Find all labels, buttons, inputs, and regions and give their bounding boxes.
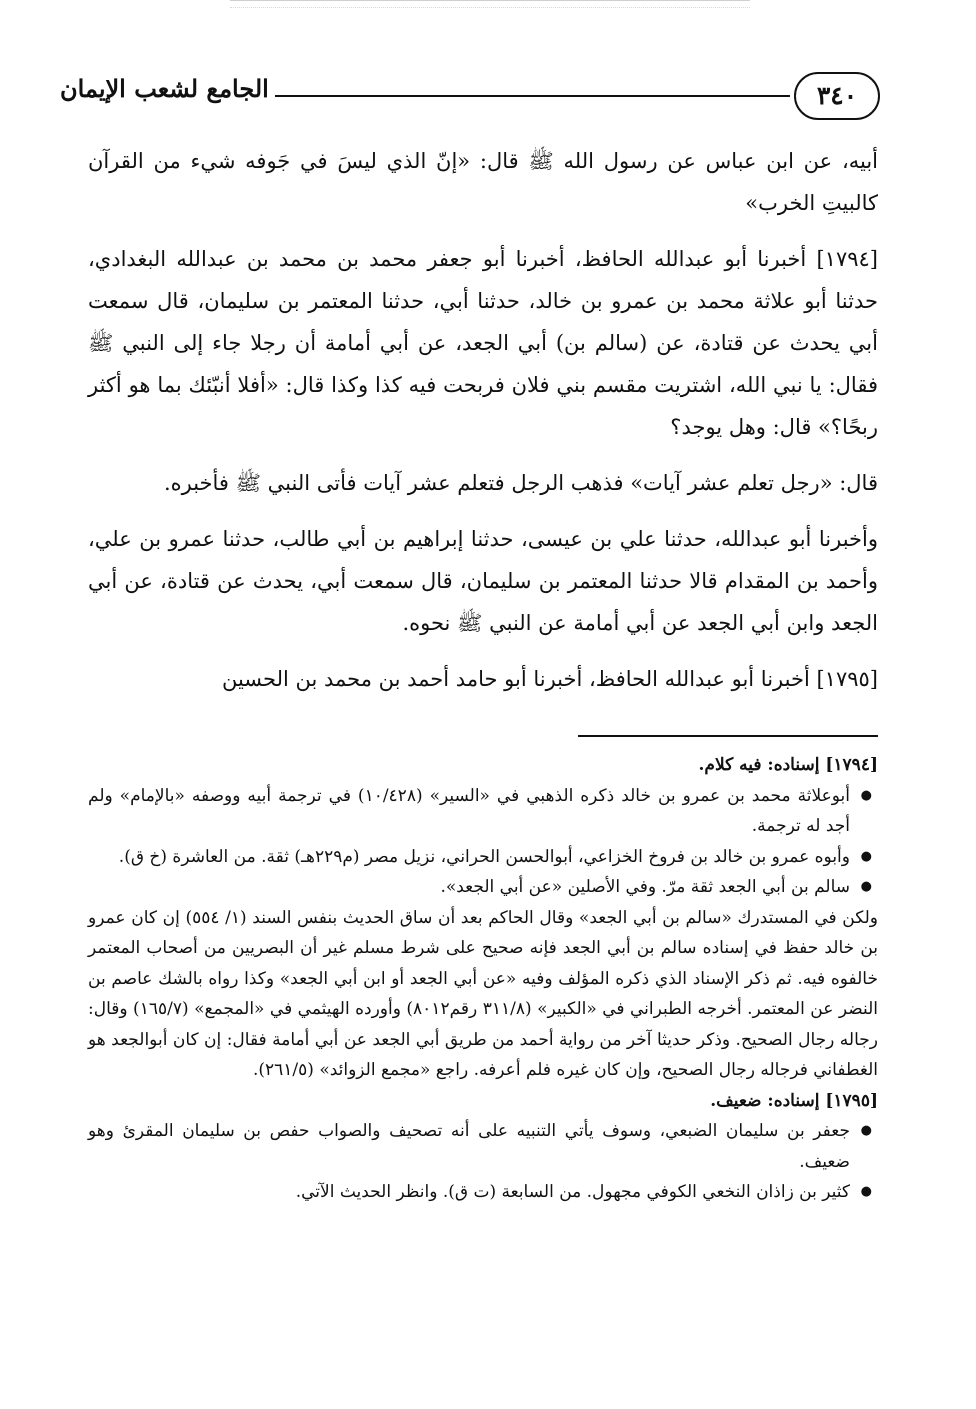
- note-bullet: ● جعفر بن سليمان الضبعي، وسوف يأتي التنبيه على أنه تصحيف والصواب حفص بن سليمان المقرئ وهو ضعيف.: [88, 1116, 878, 1177]
- note-bullet: ● وأبوه عمرو بن خالد بن فروخ الخزاعي، أبوالحسن الحراني، نزيل مصر (م٢٢٩هـ) ثقة. من العاشرة (خ ق).: [88, 842, 878, 873]
- header-rule: [275, 95, 790, 97]
- note-heading-1795: [88, 1086, 878, 1117]
- note-bullet: ● كثير بن زاذان النخعي الكوفي مجهول. من السابعة (ت ق). وانظر الحديث الآتي.: [88, 1177, 878, 1208]
- page-header: [60, 68, 880, 128]
- note-ref-1795: [١٧٩٥] إسناده:: [767, 1090, 878, 1111]
- paragraph-hadith-1794-cont: قال: «رجل تعلم عشر آيات» فذهب الرجل فتعلم عشر آيات فأتى النبي ﷺ فأخبره.: [163, 471, 878, 495]
- note-bullet: ● أبوعلاثة محمد بن عمرو بن خالد ذكره الذهبي في «السير» (١٠/٤٢٨) في ترجمة أبيه ووصفه «بالإمام» ولم أجد له ترجمة.: [88, 781, 878, 842]
- note-verdict-1794: فيه كلام.: [698, 755, 762, 775]
- note-ref-1794: [١٧٩٤] إسناده:: [767, 755, 878, 775]
- note-paragraph: ولكن في المستدرك «سالم بن أبي الجعد» وقال الحاكم بعد أن ساق الحديث بنفس السند (١/ ٥٥٤) إن كان عمرو بن خالد حفظ في إسناده سالم بن أبي الجعد فإنه صحيح على شرط مسلم غير أن البصريين من أصحاب المعتمر خالفوه فيه. ثم ذكر الإسناد الذي ذكره المؤلف وفيه «عن أبي الجعد أو ابن أبي الجعد» وكذا رواه بالشك عاصم بن النضر عن المعتمر. أخرجه الطبراني في «الكبير» (٣١١/٨ رقم٨٠١٢) وأورده الهيثمي في «المجمع» (١٦٥/٧) وقال: رجاله رجال الصحيح. وذكر حديثا آخر من رواية أحمد من طريق أبي الجعد عن أبي أمامة فقال: إن كان أبوالجعد هو الغطفاني فرجاله رجال الصحيح، وإن كان غيره فلم أعرفه. راجع «مجمع الزوائد» (٢٦١/٥).: [88, 907, 878, 1080]
- book-title: الجامع لشعب الإيمان: [60, 74, 269, 103]
- paragraph-hadith-1794: [١٧٩٤] أخبرنا أبو عبدالله الحافظ، أخبرنا أبو جعفر محمد بن محمد بن عبدالله البغدادي، حدثنا أبو علاثة محمد بن عمرو بن خالد، حدثنا أبي، حدثنا المعتمر بن سليمان، قال سمعت أبي يحدث عن قتادة، عن (سالم بن) أبي الجعد، عن أبي أمامة أن رجلا جاء إلى النبي ﷺ فقال: يا نبي الله، اشتريت مقسم بني فلان فربحت فيه كذا وكذا قال: «أفلا أنبّئك بما هو أكثر ربحًا؟» قال: وهل يوجد؟: [88, 247, 878, 439]
- main-text: [88, 140, 878, 714]
- paragraph-hadith-end: أبيه، عن ابن عباس عن رسول الله ﷺ قال: «إنّ الذي ليسَ في جَوفه شيء من القرآن كالبيتِ الخرب»: [88, 149, 878, 215]
- page-number: ٣٤٠: [794, 72, 880, 120]
- note-bullet: ● سالم بن أبي الجعد ثقة مرّ. وفي الأصلين «عن أبي الجعد».: [88, 872, 878, 903]
- paragraph-hadith-1795: [١٧٩٥] أخبرنا أبو عبدالله الحافظ، أخبرنا أبو حامد أحمد بن محمد بن الحسين: [221, 667, 878, 691]
- note-verdict-1795: ضعيف.: [710, 1090, 762, 1111]
- paragraph-alt-chain: وأخبرنا أبو عبدالله، حدثنا علي بن عيسى، حدثنا إبراهيم بن أبي طالب، حدثنا عمرو بن علي، وأحمد بن المقدام قالا حدثنا المعتمر بن سليمان، قال سمعت أبي، يحدث عن قتادة، عن أبي الجعد وابن أبي الجعد عن أبي أمامة عن النبي ﷺ نحوه.: [88, 527, 878, 635]
- footnotes: [88, 750, 878, 1208]
- note-heading-1794: [88, 750, 878, 781]
- scan-edge-lines: [230, 0, 750, 8]
- footnote-divider: [578, 735, 878, 737]
